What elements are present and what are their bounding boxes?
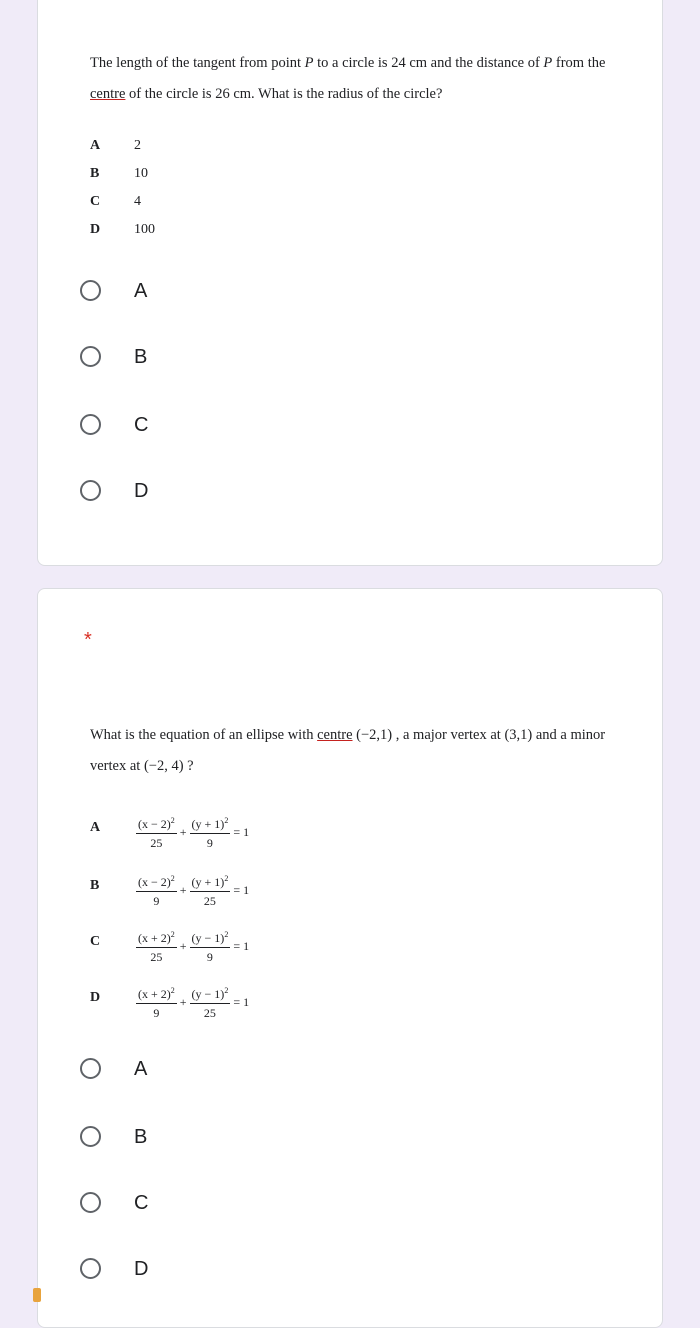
report-issue-icon[interactable] <box>33 1288 41 1302</box>
question-2-line-2: vertex at (−2, 4) ? <box>90 758 194 774</box>
question-2-line-1: What is the equation of an ellipse with centre (−2,1) , a major vertex at (3,1) and a minor <box>90 727 606 743</box>
equation-a: $\frac{(x - 2)^2}{25}$ + $\frac{(y + 1)^2}{9}$ = 1 <box>134 812 250 852</box>
question-1-line-1: The length of the tangent from point P to a circle is 24 cm and the distance of P from the <box>90 55 606 71</box>
radio-circle-icon[interactable] <box>80 1192 101 1213</box>
question-1-line-2: centre of the circle is 26 cm. What is the radius of the circle? <box>90 86 443 102</box>
equation-d: $\frac{(x + 2)^2}{9}$ + $\frac{(y - 1)^2}{25}$ = 1 <box>134 982 250 1022</box>
question-1-text <box>90 48 630 110</box>
question-card-2: * What is the equation of an ellipse with centre (−2,1) , a major vertex at (3,1) and a minor vertex at (−2, 4) ? A $\frac{(x - 2)^2}{25}$ + $\frac{(y + 1)^2}{9}$ = 1 B $\frac{(x - 2)^2}{9}$ + $\frac{(y + 1)^2}{25}$ = 1 C $\frac{(x + 2)^2}{25}$ + $\frac{(y - 1)^2}{9}$ = 1 D $\frac{(x + 2)^2}{9}$ + $\frac{(y - 1)^2}{25}$ = 1 A B C D <box>37 588 663 1328</box>
radio-circle-icon[interactable] <box>80 414 101 435</box>
radio-circle-icon[interactable] <box>80 1258 101 1279</box>
equation-b: $\frac{(x - 2)^2}{9}$ + $\frac{(y + 1)^2}{25}$ = 1 <box>134 870 250 910</box>
required-asterisk: * <box>84 629 92 651</box>
question-2-text <box>90 720 630 782</box>
radio-circle-icon[interactable] <box>80 480 101 501</box>
radio-circle-icon[interactable] <box>80 1126 101 1147</box>
radio-circle-icon[interactable] <box>80 346 101 367</box>
radio-circle-icon[interactable] <box>80 280 101 301</box>
radio-circle-icon[interactable] <box>80 1058 101 1079</box>
question-card-1: The length of the tangent from point P to a circle is 24 cm and the distance of P from the centre of the circle is 26 cm. What is the radius of the circle? A 2 B 10 C 4 D 100 A B C D <box>37 0 663 566</box>
equation-c: $\frac{(x + 2)^2}{25}$ + $\frac{(y - 1)^2}{9}$ = 1 <box>134 926 250 966</box>
